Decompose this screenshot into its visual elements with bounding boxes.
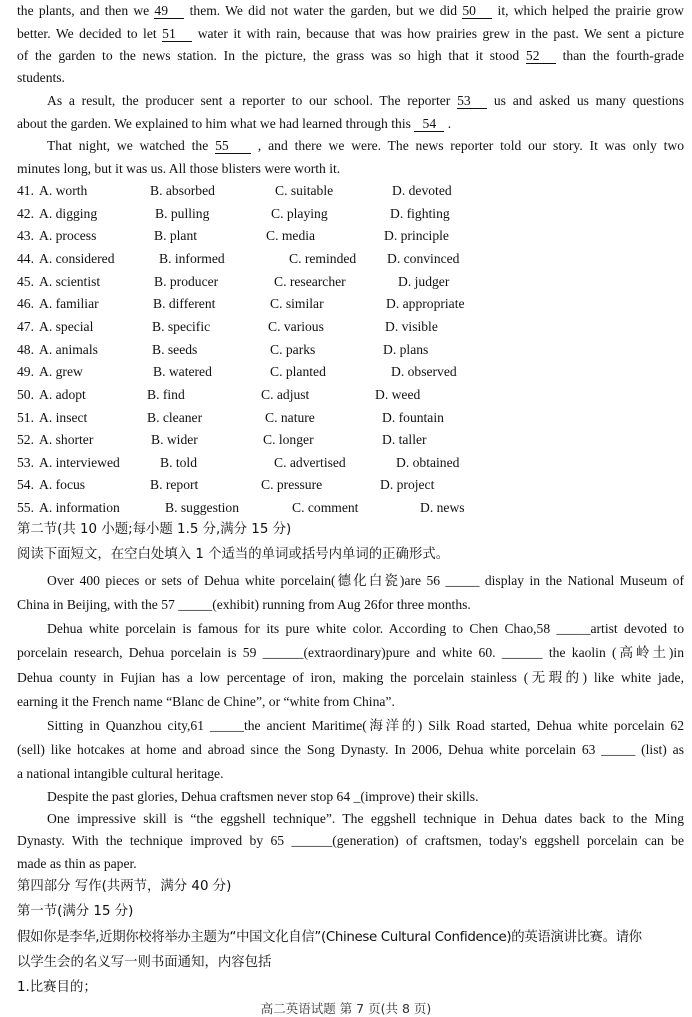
option-b: B. seeds	[152, 341, 198, 357]
grammar-p5-line3: made as thin as paper.	[17, 856, 137, 871]
part4-subheading: 第一节(满分 15 分)	[17, 904, 134, 919]
option-a: A. process	[39, 228, 97, 244]
option-b: B. cleaner	[147, 409, 203, 425]
option-a: A. animals	[39, 341, 98, 357]
question-number: 43.	[17, 228, 34, 244]
question-number: 46.	[17, 296, 34, 312]
option-c: C. pressure	[261, 477, 323, 493]
option-c: C. suitable	[275, 183, 334, 198]
option-c: C. advertised	[274, 454, 346, 470]
option-d: D. appropriate	[386, 296, 465, 312]
writing-task-line2: 以学生会的名义写一则书面通知，内容包括	[17, 955, 272, 970]
question-number: 51.	[17, 409, 34, 425]
option-a: A. scientist	[39, 273, 101, 289]
option-d: D. devoted	[392, 183, 452, 198]
option-c: C. parks	[270, 341, 316, 357]
option-c: C. longer	[263, 432, 314, 448]
question-number: 49.	[17, 364, 34, 380]
grammar-p3-line1: Sitting in Quanzhou city,61 _____the ancient Maritime(海洋的) Silk Road started, Dehua white porcelain 62	[47, 718, 684, 733]
passage-line-7: That night, we watched the 55 , and there we were. The news reporter told our story. It was only two	[47, 138, 685, 153]
option-b: B. find	[147, 386, 185, 402]
grammar-p1-line1: Over 400 pieces or sets of Dehua white porcelain(德化白瓷)are 56 _____ display in the National Museum of	[47, 573, 684, 588]
question-number: 52.	[17, 432, 34, 448]
option-d: D. plans	[383, 341, 429, 357]
option-d: D. visible	[385, 318, 438, 334]
question-number: 41.	[17, 183, 34, 198]
option-b: B. watered	[153, 364, 212, 380]
option-b: B. report	[150, 477, 199, 493]
option-a: A. familiar	[39, 296, 99, 312]
option-c: C. planted	[270, 364, 326, 380]
passage-line-3: of the garden to the news station. In the picture, the grass was so high that it stood 52 than the fourth-grade	[17, 48, 684, 63]
option-d: D. weed	[375, 386, 421, 402]
option-c: C. various	[268, 318, 324, 334]
question-number: 42.	[17, 205, 34, 221]
grammar-p3-line2: (sell) like hotcakes at home and abroad since the Song Dynasty. In 2006, Dehua white porcelain 63 _____ (list) as	[17, 742, 684, 757]
option-a: A. information	[39, 500, 120, 516]
option-d: D. project	[380, 477, 435, 493]
passage-line-4: students.	[17, 70, 65, 85]
question-number: 55.	[17, 500, 34, 516]
passage-line-2: better. We decided to let 51 water it with rain, because that was how prairies grew in the past. We sent a picture	[17, 26, 684, 41]
grammar-p2-line4: earning it the French name “Blanc de Chine”, or “white from China”.	[17, 694, 395, 709]
option-b: B. informed	[159, 250, 225, 266]
option-d: D. principle	[384, 228, 449, 244]
option-d: D. fountain	[382, 409, 444, 425]
option-c: C. playing	[271, 205, 328, 221]
option-d: D. taller	[382, 432, 427, 448]
part4-heading: 第四部分 写作(共两节，满分 40 分)	[17, 879, 232, 894]
option-c: C. media	[266, 228, 316, 244]
grammar-p2-line3: Dehua county in Fujian has a low percentage of iron, making the porcelain stainless (无瑕的) like white jade,	[17, 670, 684, 685]
grammar-p2-line1: Dehua white porcelain is famous for its pure white color. According to Chen Chao,58 _____artist devoted to	[47, 621, 684, 636]
option-d: D. news	[420, 500, 465, 516]
option-a: A. digging	[39, 205, 98, 221]
option-a: A. adopt	[39, 386, 86, 402]
blank-50: 50	[462, 3, 492, 19]
question-number: 48.	[17, 341, 34, 357]
blank-55: 55	[215, 138, 251, 154]
writing-task-line1: 假如你是李华,近期你校将举办主题为“中国文化自信”(Chinese Cultural Confidence)的英语演讲比赛。请你	[17, 930, 642, 945]
option-a: A. insect	[39, 409, 88, 425]
question-number: 45.	[17, 273, 34, 289]
option-d: D. obtained	[396, 454, 460, 470]
option-d: D. judger	[398, 273, 450, 289]
option-a: A. interviewed	[39, 454, 120, 470]
blank-54: 54	[414, 116, 444, 132]
passage-line-6: about the garden. We explained to him what we had learned through this 54 .	[17, 116, 452, 131]
option-d: D. fighting	[390, 205, 450, 221]
passage-line-8: minutes long, but it was us. All those blisters were worth it.	[17, 161, 341, 176]
section2-instruction: 阅读下面短文，在空白处填入 1 个适当的单词或括号内单词的正确形式。	[17, 547, 450, 562]
grammar-p2-line2: porcelain research, Dehua porcelain is 59 ______(extraordinary)pure and white 60. ______ the kaolin (高岭土)in	[17, 645, 684, 660]
option-a: A. shorter	[39, 432, 94, 448]
option-d: D. observed	[391, 364, 457, 380]
blank-51: 51	[162, 26, 192, 42]
option-a: A. grew	[39, 364, 83, 380]
section2-heading: 第二节(共 10 小题;每小题 1.5 分,满分 15 分)	[17, 522, 292, 537]
option-a: A. special	[39, 318, 94, 334]
option-b: B. plant	[154, 228, 198, 244]
option-a: A. considered	[39, 250, 115, 266]
passage-line-5: As a result, the producer sent a reporter to our school. The reporter 53 us and asked us many questions	[47, 93, 684, 108]
page-footer: 高二英语试题 第 7 页(共 8 页)	[260, 1001, 432, 1016]
question-number: 53.	[17, 454, 34, 470]
passage-line-1: the plants, and then we 49 them. We did not water the garden, but we did 50 it, which helped the prairie grow	[17, 3, 685, 18]
option-b: B. different	[153, 296, 216, 312]
option-c: C. nature	[265, 409, 315, 425]
option-c: C. comment	[292, 500, 359, 516]
question-number: 47.	[17, 318, 34, 334]
question-number: 54.	[17, 477, 34, 493]
option-b: B. absorbed	[150, 183, 215, 198]
option-a: A. focus	[39, 477, 86, 493]
question-number: 44.	[17, 250, 34, 266]
question-number: 50.	[17, 386, 34, 402]
option-b: B. pulling	[155, 205, 210, 221]
grammar-p1-line2: China in Beijing, with the 57 _____(exhibit) running from Aug 26for three months.	[17, 597, 471, 612]
grammar-p4: Despite the past glories, Dehua craftsmen never stop 64 _(improve) their skills.	[47, 789, 479, 804]
blank-52: 52	[526, 48, 556, 64]
option-c: C. similar	[270, 296, 324, 312]
grammar-p3-line3: a national intangible cultural heritage.	[17, 766, 224, 781]
grammar-p5-line1: One impressive skill is “the eggshell technique”. The eggshell technique in Dehua dates back to the Ming	[47, 811, 684, 826]
option-c: C. adjust	[261, 386, 310, 402]
option-c: C. reminded	[289, 250, 357, 266]
option-b: B. told	[160, 454, 198, 470]
option-d: D. convinced	[387, 250, 460, 266]
blank-53: 53	[457, 93, 487, 109]
grammar-p5-line2: Dynasty. With the technique improved by 65 ______(generation) of craftsmen, today's eggshell porcelain can be	[17, 833, 684, 848]
option-b: B. producer	[154, 273, 219, 289]
blank-49: 49	[154, 3, 184, 19]
option-a: A. worth	[39, 183, 88, 198]
option-b: B. suggestion	[165, 500, 240, 516]
option-c: C. researcher	[274, 273, 346, 289]
writing-task-item1: 1.比赛目的；	[17, 980, 97, 995]
option-b: B. specific	[152, 318, 211, 334]
option-b: B. wider	[151, 432, 198, 448]
